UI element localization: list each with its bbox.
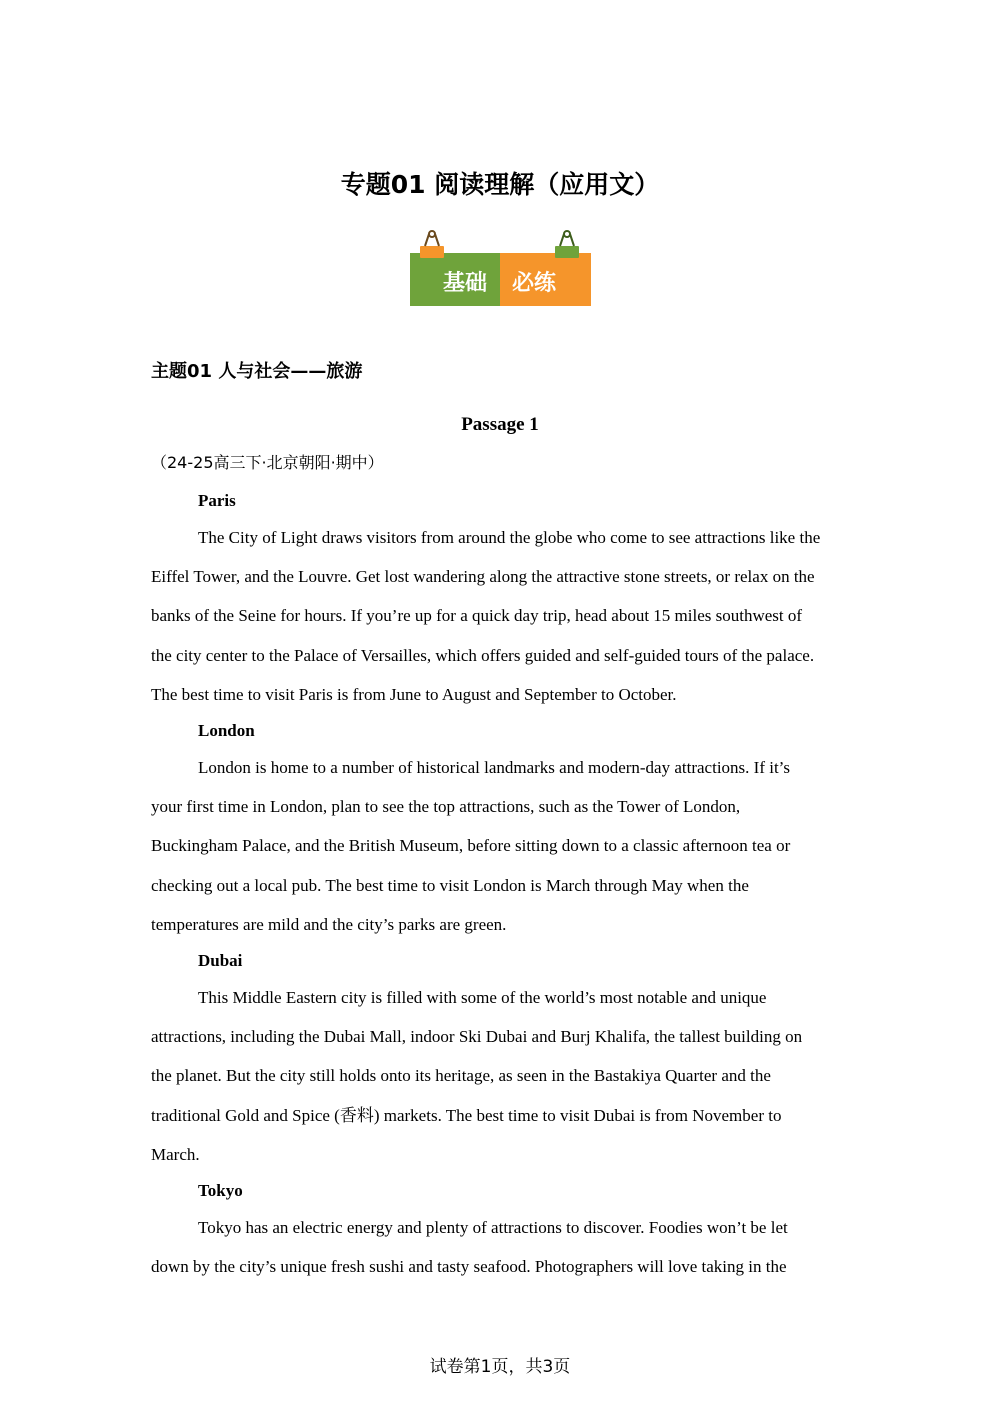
- paragraph-line: Tokyo has an electric energy and plenty of attractions to discover. Foodies won’t be let: [198, 1218, 788, 1237]
- section-title: 主题01 人与社会——旅游: [151, 361, 363, 382]
- paragraph-tokyo: [151, 1208, 851, 1286]
- city-heading-london: London: [198, 721, 255, 740]
- city-heading-paris: Paris: [198, 491, 236, 510]
- paragraph-line: the planet. But the city still holds onto its heritage, as seen in the Bastakiya Quarter and the: [151, 1066, 771, 1086]
- paragraph-line: London is home to a number of historical landmarks and modern-day attractions. If it’s: [198, 758, 791, 777]
- paragraph-line: banks of the Seine for hours. If you’re up for a quick day trip, head about 15 miles southwest of: [151, 606, 803, 626]
- paragraph-line: checking out a local pub. The best time to visit London is March through May when the: [151, 875, 749, 895]
- banner-basic-practice: [410, 230, 591, 307]
- passage-title: Passage 1: [461, 414, 539, 435]
- paragraph-line: attractions, including the Dubai Mall, indoor Ski Dubai and Burj Khalifa, the tallest building on: [151, 1027, 803, 1047]
- paragraph-line: temperatures are mild and the city’s parks are green.: [151, 914, 507, 934]
- paragraph-line: This Middle Eastern city is filled with some of the world’s most notable and unique: [198, 988, 767, 1007]
- paragraph-line: The City of Light draws visitors from around the globe who come to see attractions like the: [198, 528, 821, 547]
- paragraph-line: March.: [151, 1144, 200, 1164]
- paragraph-line: down by the city’s unique fresh sushi and tasty seafood. Photographers will love taking in the: [151, 1257, 787, 1277]
- page-footer: 试卷第1页，共3页: [429, 1357, 571, 1377]
- paragraph-line: Buckingham Palace, and the British Museum, before sitting down to a classic afternoon tea or: [151, 836, 791, 856]
- paragraph-line: Eiffel Tower, and the Louvre. Get lost wandering along the attractive stone streets, or relax on the: [151, 567, 815, 587]
- paragraph-london: [151, 748, 851, 944]
- paragraph-paris: [151, 518, 851, 714]
- city-heading-tokyo: Tokyo: [198, 1181, 243, 1200]
- banner-right-text: 必练: [511, 271, 557, 296]
- paragraph-line: your first time in London, plan to see the top attractions, such as the Tower of London,: [151, 797, 741, 817]
- paragraph-line: The best time to visit Paris is from June to August and September to October.: [151, 684, 677, 704]
- paragraph-dubai: [151, 978, 851, 1174]
- binder-clip-icon: [555, 231, 579, 258]
- paragraph-line: the city center to the Palace of Versailles, which offers guided and self-guided tours of the palace.: [151, 645, 815, 665]
- city-heading-dubai: Dubai: [198, 951, 243, 970]
- page-title: 专题01 阅读理解（应用文）: [340, 170, 660, 199]
- banner-left-text: 基础: [442, 271, 488, 296]
- binder-clip-icon: [420, 231, 444, 258]
- paragraph-line: traditional Gold and Spice (香料) markets. The best time to visit Dubai is from November to: [151, 1105, 782, 1125]
- passage-source: （24-25高三下·北京朝阳·期中）: [151, 453, 384, 472]
